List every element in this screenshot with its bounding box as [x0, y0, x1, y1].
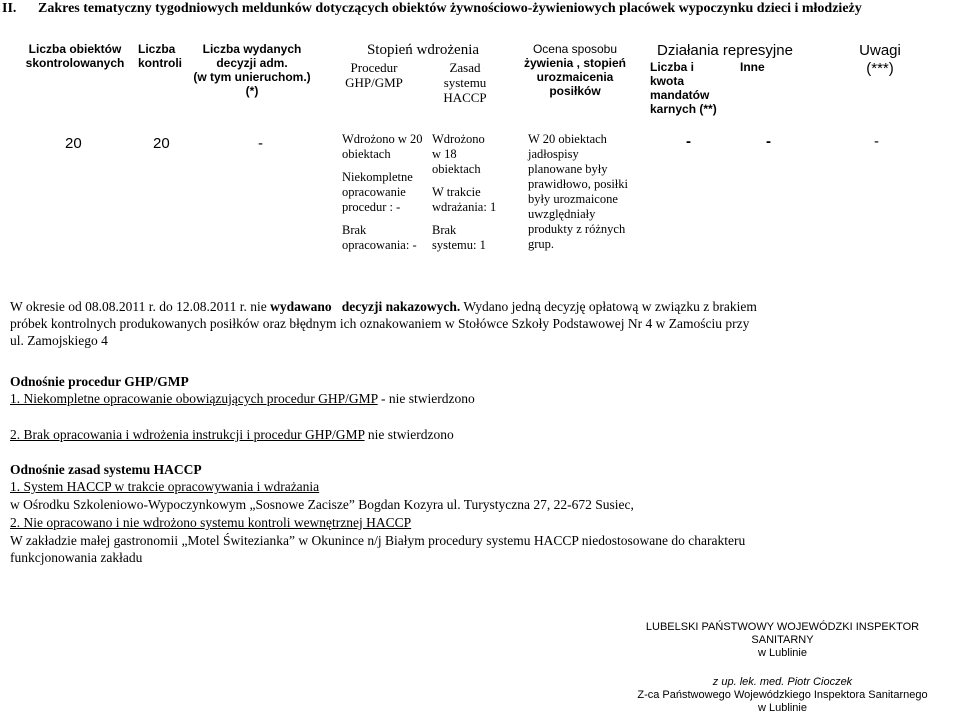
cell-zasad: Wdrożono w 18 obiektach W trakcie wdrażania: 1 Brak systemu: 1: [432, 132, 497, 252]
ghp-item-2: 2. Brak opracowania i wdrożenia instrukcji i procedur GHP/GMP nie stwierdzono: [10, 427, 454, 442]
header-obiekty: Liczba obiektów skontrolowanych: [25, 42, 125, 70]
ghp-item-1: 1. Niekompletne opracowanie obowiązujących procedur GHP/GMP - nie stwierdzono: [10, 391, 475, 406]
cell-uwagi: -: [874, 133, 879, 150]
signatory-name: z up. lek. med. Piotr Cioczek: [712, 676, 853, 688]
header-liczba-kwota: Liczba i kwota mandatów karnych (**): [650, 60, 717, 116]
cell-procedur: Wdrożono w 20 obiektach Niekompletne opracowanie procedur : - Brak opracowania: -: [342, 132, 423, 252]
cell-inne: -: [766, 133, 771, 150]
header-uwagi: Uwagi (***): [859, 42, 901, 77]
header-ocena: Ocena sposobu żywienia , stopień urozmaicenia posiłków: [523, 42, 627, 98]
cell-kontrole: 20: [153, 135, 170, 152]
haccp-item-2: 2. Nie opracowano i nie wdrożono systemu kontroli wewnętrznej HACCP: [10, 515, 412, 530]
cell-liczba: -: [686, 133, 691, 150]
haccp-item-1-detail: w Ośrodku Szkoleniowo-Wypoczynkowym „Sosnowe Zacisze” Bogdan Kozyra ul. Turystyczna 27, 22-672 Susiec,: [10, 497, 634, 512]
header-dzialania-represyjne: Działania represyjne: [657, 42, 793, 59]
signature-block: [615, 621, 950, 715]
cell-decyzje: -: [258, 135, 263, 152]
section-number: II.: [2, 1, 17, 16]
section-title: Zakres tematyczny tygodniowych meldunków dotyczących obiektów żywnościowo-żywieniowych placówek wypoczynku dzieci i młodzieży: [38, 1, 862, 16]
header-decyzje: Liczba wydanych decyzji adm. (w tym unieruchom.) (*): [193, 42, 311, 98]
office-name: LUBELSKI PAŃSTWOWY WOJEWÓDZKI INSPEKTOR SANITARNY: [645, 621, 920, 646]
signatory-city: w Lublinie: [758, 702, 807, 714]
header-stopien-wdrozenia: Stopień wdrożenia: [366, 42, 480, 58]
haccp-item-1: 1. System HACCP w trakcie opracowywania i wdrażania: [10, 479, 320, 494]
haccp-heading: Odnośnie zasad systemu HACCP: [10, 462, 202, 477]
cell-ocena: W 20 obiektach jadłospisy planowane były prawidłowo, posiłki były urozmaicone uwzględniały produkty z różnych grup.: [528, 132, 628, 251]
header-inne: Inne: [740, 60, 765, 74]
summary-paragraph: W okresie od 08.08.2011 r. do 12.08.2011 r. nie wydawano decyzji nakazowych. Wydano jedną decyzję opłatową w związku z brakiem próbek kontrolnych produkowanych posiłków oraz błędnym ich oznakowaniem w Stołówce Szkoły Podstawowej Nr 4 w Zamościu przy ul. Zamojskiego 4: [10, 299, 757, 348]
header-procedur: Procedur GHP/GMP: [345, 60, 403, 90]
header-zasad: Zasad systemu HACCP: [443, 60, 487, 105]
office-city: w Lublinie: [758, 647, 807, 659]
ghp-heading: Odnośnie procedur GHP/GMP: [10, 374, 189, 389]
header-kontrole: Liczba kontroli: [138, 42, 182, 70]
section-header: [0, 0, 960, 20]
report-table: [0, 40, 960, 275]
cell-obiekty: 20: [65, 135, 82, 152]
haccp-item-2-detail: W zakładzie małej gastronomii „Motel Świtezianka” w Okunince n/j Białym procedury systemu HACCP niedostosowane do charakteru funkcjonowania zakładu: [10, 533, 746, 565]
signatory-role: Z-ca Państwowego Wojewódzkiego Inspektora Sanitarnego: [637, 689, 928, 701]
